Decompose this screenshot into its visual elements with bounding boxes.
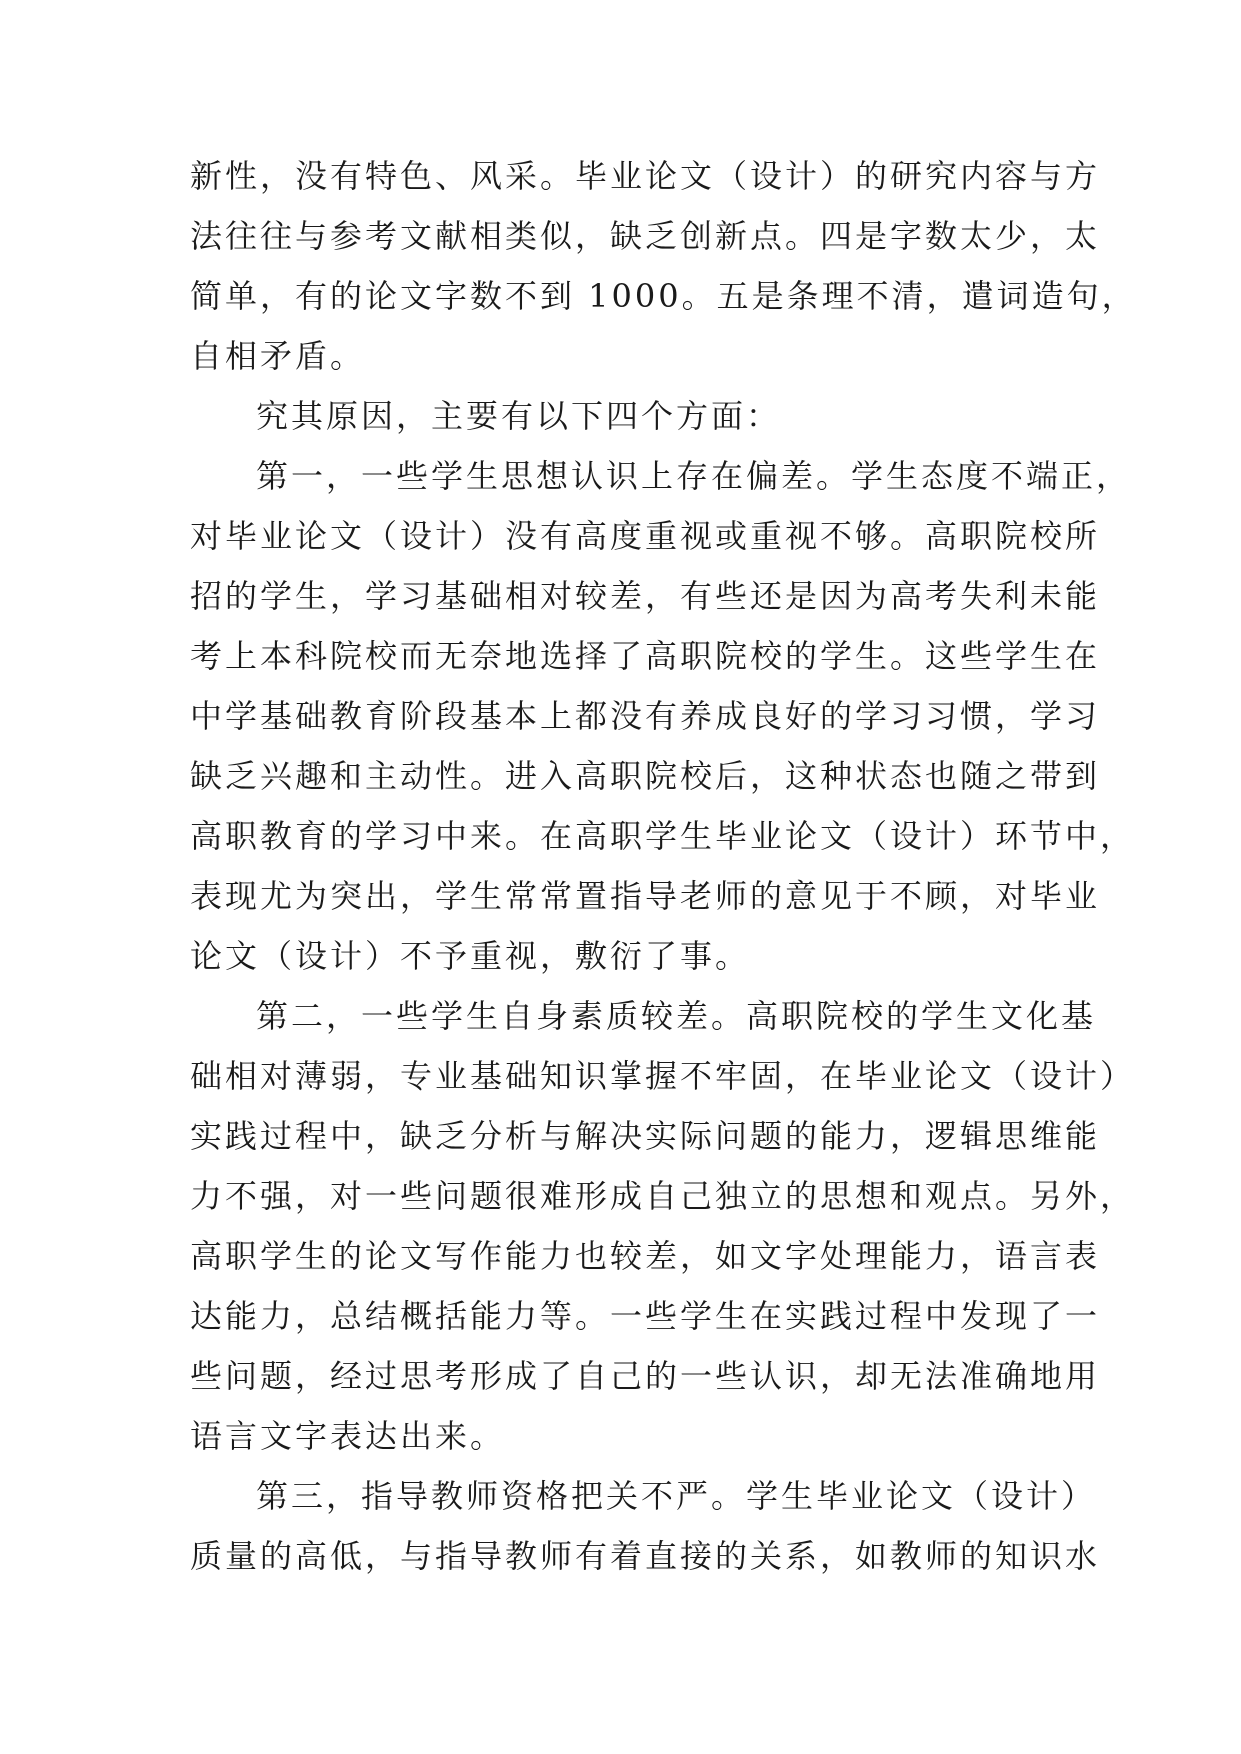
text-line: 考上本科院校而无奈地选择了高职院校的学生。这些学生在 — [190, 637, 1101, 675]
paragraph-start-line: 第一，一些学生思想认识上存在偏差。学生态度不端正， — [256, 457, 1132, 495]
text-line: 法往往与参考文献相类似，缺乏创新点。四是字数太少，太 — [190, 217, 1101, 255]
text-line: 招的学生，学习基础相对较差，有些还是因为高考失利未能 — [190, 577, 1101, 615]
text-line: 力不强，对一些问题很难形成自己独立的思想和观点。另外， — [190, 1177, 1136, 1215]
text-line: 础相对薄弱，专业基础知识掌握不牢固，在毕业论文（设计） — [190, 1057, 1136, 1095]
text-line: 新性，没有特色、风采。毕业论文（设计）的研究内容与方 — [190, 157, 1101, 195]
text-line: 中学基础教育阶段基本上都没有养成良好的学习习惯，学习 — [190, 697, 1101, 735]
text-line: 质量的高低，与指导教师有着直接的关系，如教师的知识水 — [190, 1537, 1101, 1575]
text-line: 些问题，经过思考形成了自己的一些认识，却无法准确地用 — [190, 1357, 1101, 1395]
text-line: 实践过程中，缺乏分析与解决实际问题的能力，逻辑思维能 — [190, 1117, 1101, 1155]
paragraph-start-line: 第二，一些学生自身素质较差。高职院校的学生文化基 — [256, 997, 1097, 1035]
text-line: 达能力，总结概括能力等。一些学生在实践过程中发现了一 — [190, 1297, 1101, 1335]
body-text — [190, 146, 1137, 1586]
text-line: 表现尤为突出，学生常常置指导老师的意见于不顾，对毕业 — [190, 877, 1101, 915]
text-line: 论文（设计）不予重视，敷衍了事。 — [190, 937, 751, 975]
text-line: 缺乏兴趣和主动性。进入高职院校后，这种状态也随之带到 — [190, 757, 1101, 795]
text-line: 简单，有的论文字数不到 1000。五是条理不清，遣词造句， — [190, 277, 1137, 315]
paragraph-start-line: 究其原因，主要有以下四个方面： — [256, 397, 782, 435]
text-line: 自相矛盾。 — [190, 337, 366, 375]
paragraph-start-line: 第三，指导教师资格把关不严。学生毕业论文（设计） — [256, 1477, 1097, 1515]
text-line: 对毕业论文（设计）没有高度重视或重视不够。高职院校所 — [190, 517, 1101, 555]
text-line: 高职学生的论文写作能力也较差，如文字处理能力，语言表 — [190, 1237, 1101, 1275]
text-line: 语言文字表达出来。 — [190, 1417, 506, 1455]
text-line: 高职教育的学习中来。在高职学生毕业论文（设计）环节中， — [190, 817, 1136, 855]
